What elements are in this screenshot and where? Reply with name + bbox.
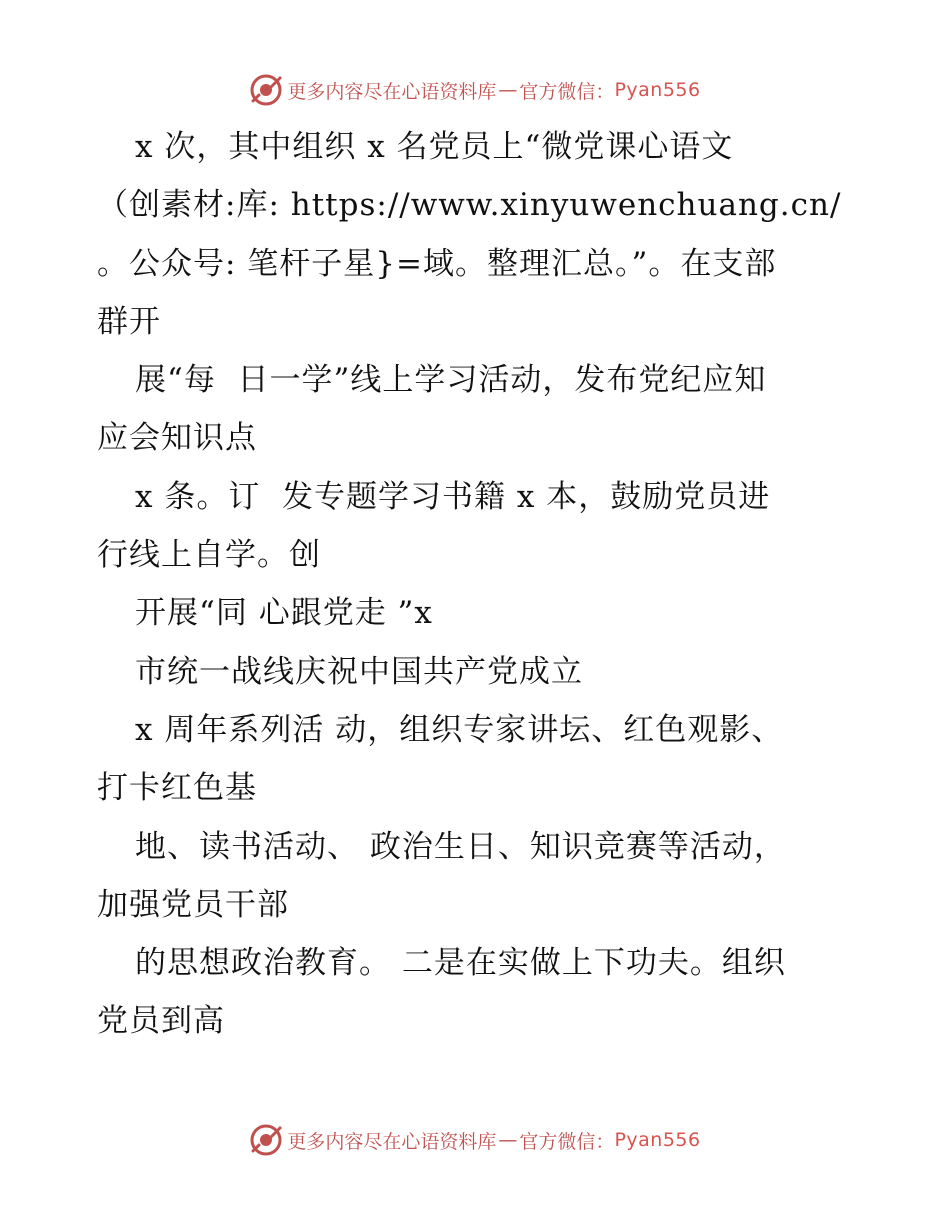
- text-line-6: 应会知识点: [97, 420, 257, 457]
- text-line-9: 开展“同 心跟党走 ”x: [135, 595, 433, 632]
- text-line-16: 党员到高: [97, 1003, 225, 1040]
- text-line-11: x 周年系列活 动，组织专家讲坛、红色观影、: [135, 711, 784, 748]
- pen-logo-icon: [249, 73, 283, 107]
- text-line-12: 打卡红色基: [97, 770, 257, 807]
- banner-text: 更多内容尽在心语资料库: [287, 80, 497, 103]
- text-line-4: 群开: [97, 303, 161, 340]
- header-banner: [0, 70, 950, 110]
- footer-banner: [0, 1120, 950, 1160]
- text-line-2: （创素材:库: https://www.xinyuwenchuang.cn/: [97, 187, 842, 224]
- text-line-8: 行线上自学。创: [97, 537, 321, 574]
- text-line-13: 地、读书活动、 政治生日、知识竞赛等活动，: [135, 828, 786, 865]
- text-line-3: 。公众号: 笔杆子星}=域。整理汇总。”。在支部: [97, 245, 777, 282]
- text-line-7: x 条。订 发专题学习书籍 x 本，鼓励党员进: [135, 478, 771, 515]
- text-line-5: 展“每 日一学”线上学习活动，发布党纪应知: [135, 362, 767, 399]
- banner-text: 更多内容尽在心语资料库: [287, 1130, 497, 1153]
- banner-separator: —: [498, 1129, 518, 1151]
- text-line-10: 市统一战线庆祝中国共产党成立: [135, 653, 583, 690]
- wechat-id: Pyan556: [614, 1129, 701, 1151]
- text-line-14: 加强党员干部: [97, 886, 289, 923]
- wechat-label: 官方微信：: [519, 80, 615, 103]
- document-body: [97, 118, 857, 1051]
- banner-separator: —: [498, 79, 518, 101]
- wechat-label: 官方微信：: [519, 1130, 615, 1153]
- wechat-id: Pyan556: [614, 79, 701, 101]
- pen-logo-icon: [249, 1123, 283, 1157]
- text-line-1: x 次，其中组织 x 名党员上“微党课心语文: [135, 129, 734, 165]
- text-line-15: 的思想政治教育。 二是在实做上下功夫。组织: [135, 945, 786, 982]
